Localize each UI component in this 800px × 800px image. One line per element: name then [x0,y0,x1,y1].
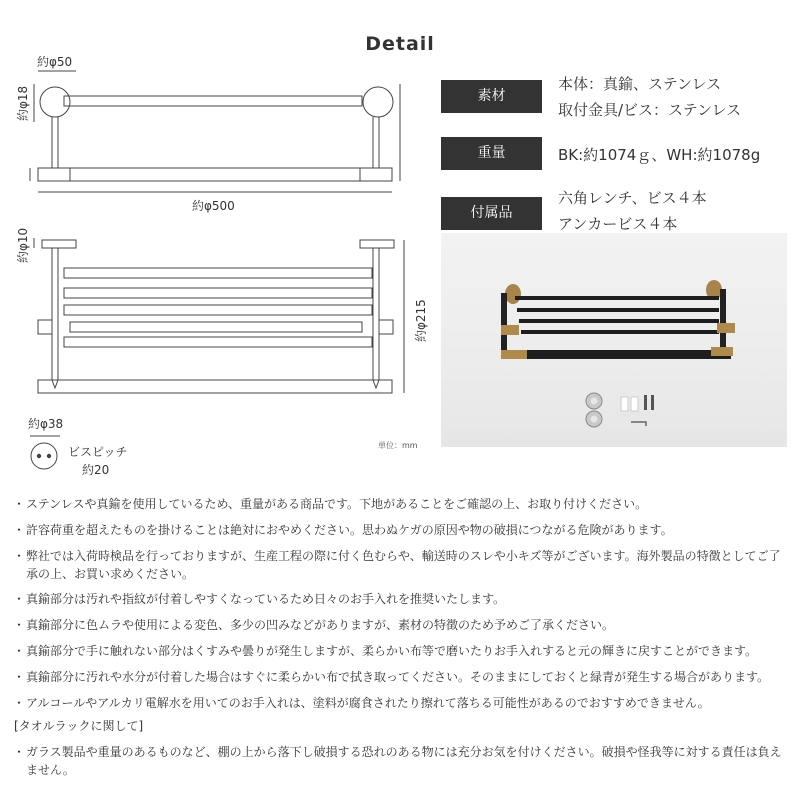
spec-value-material-2: 取付金具/ビス：ステンレス [558,101,742,119]
note-item: ・ ステンレスや真鍮を使用しているため、重量がある商品です。下地があることをご確認の上、お取り付けください。 [14,495,790,513]
spec-value-accessories-2: アンカービス４本 [558,215,678,233]
note-item: ・ 許容荷重を超えたものを掛けることは絶対におやめください。思わぬケガの原因や物の破損につながる危険があります。 [14,521,790,539]
dimension-drawing [0,0,440,480]
dim-screw-pitch-label: ビスピッチ [68,445,128,459]
dim-total-length: 約φ500 [192,199,235,213]
spec-label-accessories: 付属品 [441,197,542,230]
section-heading: [タオルラックに関して] [14,719,144,734]
note-item: ・ アルコールやアルカリ電解水を用いてのお手入れは、塗料が腐食されたり擦れて落ちる可能性があるのでおすすめできません。 [14,694,790,712]
dim-depth: 約φ215 [414,299,428,342]
note-item: ・ 真鍮部分に色ムラや使用による変色、多少の凹みなどがありますが、素材の特徴のため予めご了承ください。 [14,616,790,634]
towel-rack-illustration [441,233,787,447]
dim-screw-pitch-value: 約20 [82,463,110,477]
page-title: Detail [365,33,435,55]
note-item: ・ 真鍮部分に汚れや水分が付着した場合はすぐに柔らかい布で拭き取ってください。そのままにしておくと緑青が発生する場合があります。 [14,668,790,686]
spec-value-accessories-1: 六角レンチ、ビス４本 [558,189,707,207]
dim-front-height: 約φ10 [16,227,30,263]
note-item: ・ 弊社では入荷時検品を行っておりますが、生産工程の際に付く色むらや、輸送時のスレや小キズ等がございます。海外製品の特徴としてご了承の上、お買い求めください。 [14,547,790,583]
unit-note: 単位：mm [378,441,418,450]
note-item: ・ 真鍮部分で手に触れない部分はくすみや曇りが発生しますが、柔らかい布等で磨いたりお手入れすると元の輝きに戻すことができます。 [14,642,790,660]
spec-label-weight: 重量 [441,137,542,170]
dim-top-height: 約φ18 [16,85,30,121]
dim-mount-diameter: 約φ38 [28,417,64,431]
product-photo [441,233,787,447]
dim-top-width: 約φ50 [37,55,73,69]
notes-list [14,495,790,787]
spec-value-material-1: 本体：真鍮、ステンレス [558,75,722,93]
spec-label-material: 素材 [441,80,542,113]
note-item: ・ ガラス製品や重量のあるものなど、棚の上から落下し破損する恐れのある物には充分お気を付けください。破損や怪我等に対する責任は負えません。 [14,743,790,779]
spec-value-weight: BK:約1074ｇ、WH:約1078g [558,146,761,164]
note-item: ・ 真鍮部分は汚れや指紋が付着しやすくなっているため日々のお手入れを推奨いたします。 [14,590,790,608]
